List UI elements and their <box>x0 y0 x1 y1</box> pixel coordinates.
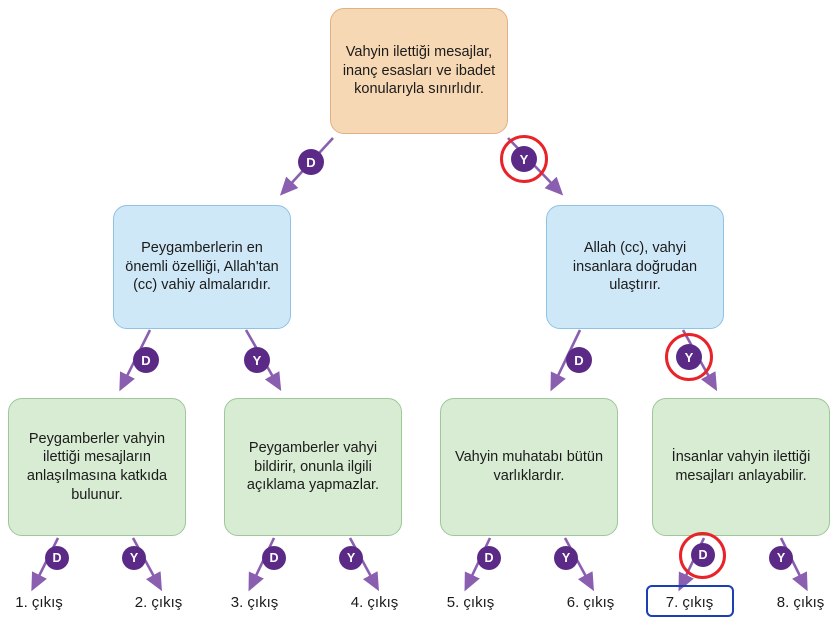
badge-root-left: D <box>298 149 324 175</box>
node-level2-left-text: Peygamberlerin en önemli özelliği, Allah'tan (cc) vahiy almalarıdır. <box>125 240 279 294</box>
node-leaf-3 <box>440 398 618 536</box>
exit-label-1: 1. çıkış <box>15 594 63 611</box>
badge-leaf-2-y: Y <box>339 546 363 570</box>
badge-level2-left-y: Y <box>244 347 270 373</box>
node-leaf-4 <box>652 398 830 536</box>
badge-leaf-1-y: Y <box>122 546 146 570</box>
badge-leaf-1-d: D <box>45 546 69 570</box>
exit-label-4: 4. çıkış <box>350 594 399 611</box>
exit-label-7: 7. çıkış <box>665 594 714 611</box>
badge-level2-right-y: Y <box>676 344 702 370</box>
badge-level2-right-d: D <box>566 347 592 373</box>
badge-root-right: Y <box>511 146 537 172</box>
badge-leaf-2-d: D <box>262 546 286 570</box>
exit-label-5: 5. çıkış <box>446 594 495 611</box>
highlight-box-exit-7 <box>646 585 734 617</box>
badge-leaf-4-y: Y <box>769 546 793 570</box>
node-leaf-3-text: Vahyin muhatabı bütün varlıklardır. <box>454 449 604 484</box>
node-leaf-4-text: İnsanlar vahyin ilettiği mesajları anlayabilir. <box>671 449 811 484</box>
node-level2-right-text: Allah (cc), vahyi insanlara doğrudan ulaştırır. <box>572 240 698 294</box>
badge-leaf-3-y: Y <box>554 546 578 570</box>
exit-label-2: 2. çıkış <box>134 594 183 611</box>
exit-label-6: 6. çıkış <box>566 594 615 611</box>
node-leaf-2 <box>224 398 402 536</box>
node-level2-left <box>113 205 291 329</box>
badge-level2-left-d: D <box>133 347 159 373</box>
badge-leaf-4-d: D <box>691 543 715 567</box>
badge-leaf-3-d: D <box>477 546 501 570</box>
node-level2-right <box>546 205 724 329</box>
node-leaf-2-text: Peygamberler vahyi bildirir, onunla ilgili açıklama yapmazlar. <box>246 440 380 494</box>
node-leaf-1-text: Peygamberler vahyin ilettiği mesajların anlaşılmasına katkıda bulunur. <box>26 430 168 503</box>
exit-label-3: 3. çıkış <box>230 594 279 611</box>
node-root-text: Vahyin ilettiği mesajlar, inanç esasları ve ibadet konularıyla sınırlıdır. <box>342 44 496 98</box>
node-leaf-1 <box>8 398 186 536</box>
exit-label-8: 8. çıkış <box>776 594 825 611</box>
node-root <box>330 8 508 134</box>
